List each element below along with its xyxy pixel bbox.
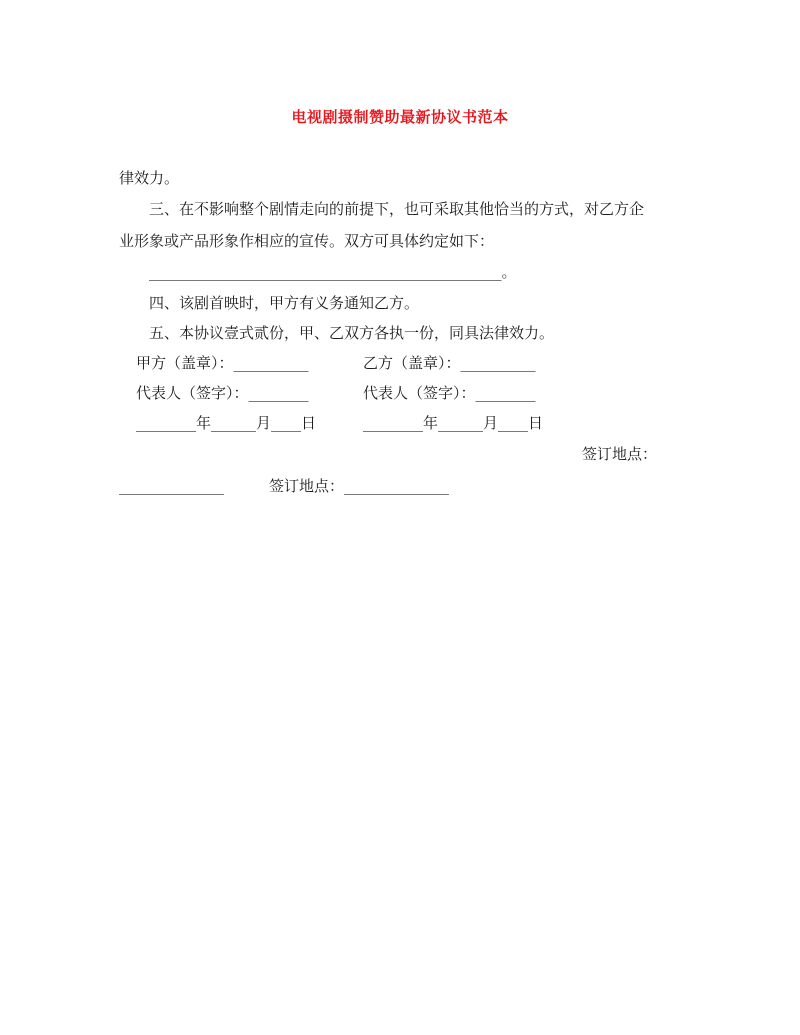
paragraph-continuation: 律效力。 xyxy=(119,169,180,187)
clause-three-line2: 业形象或产品形象作相应的宣传。双方可具体约定如下： xyxy=(119,232,495,250)
sign-place-right: 签订地点： xyxy=(582,445,658,463)
party-a-representative: 代表人（签字）：________ xyxy=(136,384,309,402)
clause-four: 四、该剧首映时，甲方有义务通知乙方。 xyxy=(149,294,420,312)
fill-in-blank-line: _______________________________________________。 xyxy=(149,263,517,281)
sign-place-bottom: 签订地点：______________ xyxy=(269,477,450,495)
party-a-date: ________年______月____日 xyxy=(136,414,317,432)
clause-five: 五、本协议壹式贰份，甲、乙双方各执一份，同具法律效力。 xyxy=(149,324,555,342)
sign-place-blank-left: ______________ xyxy=(119,477,224,495)
party-b-date: ________年______月____日 xyxy=(363,414,544,432)
clause-three-line1: 三、在不影响整个剧情走向的前提下，也可采取其他恰当的方式，对乙方企 xyxy=(149,200,645,218)
party-b-representative: 代表人（签字）：________ xyxy=(363,384,536,402)
document-title: 电视剧摄制赞助最新协议书范本 xyxy=(291,108,509,126)
party-a-seal: 甲方（盖章）：__________ xyxy=(136,354,309,372)
party-b-seal: 乙方（盖章）：__________ xyxy=(363,354,536,372)
